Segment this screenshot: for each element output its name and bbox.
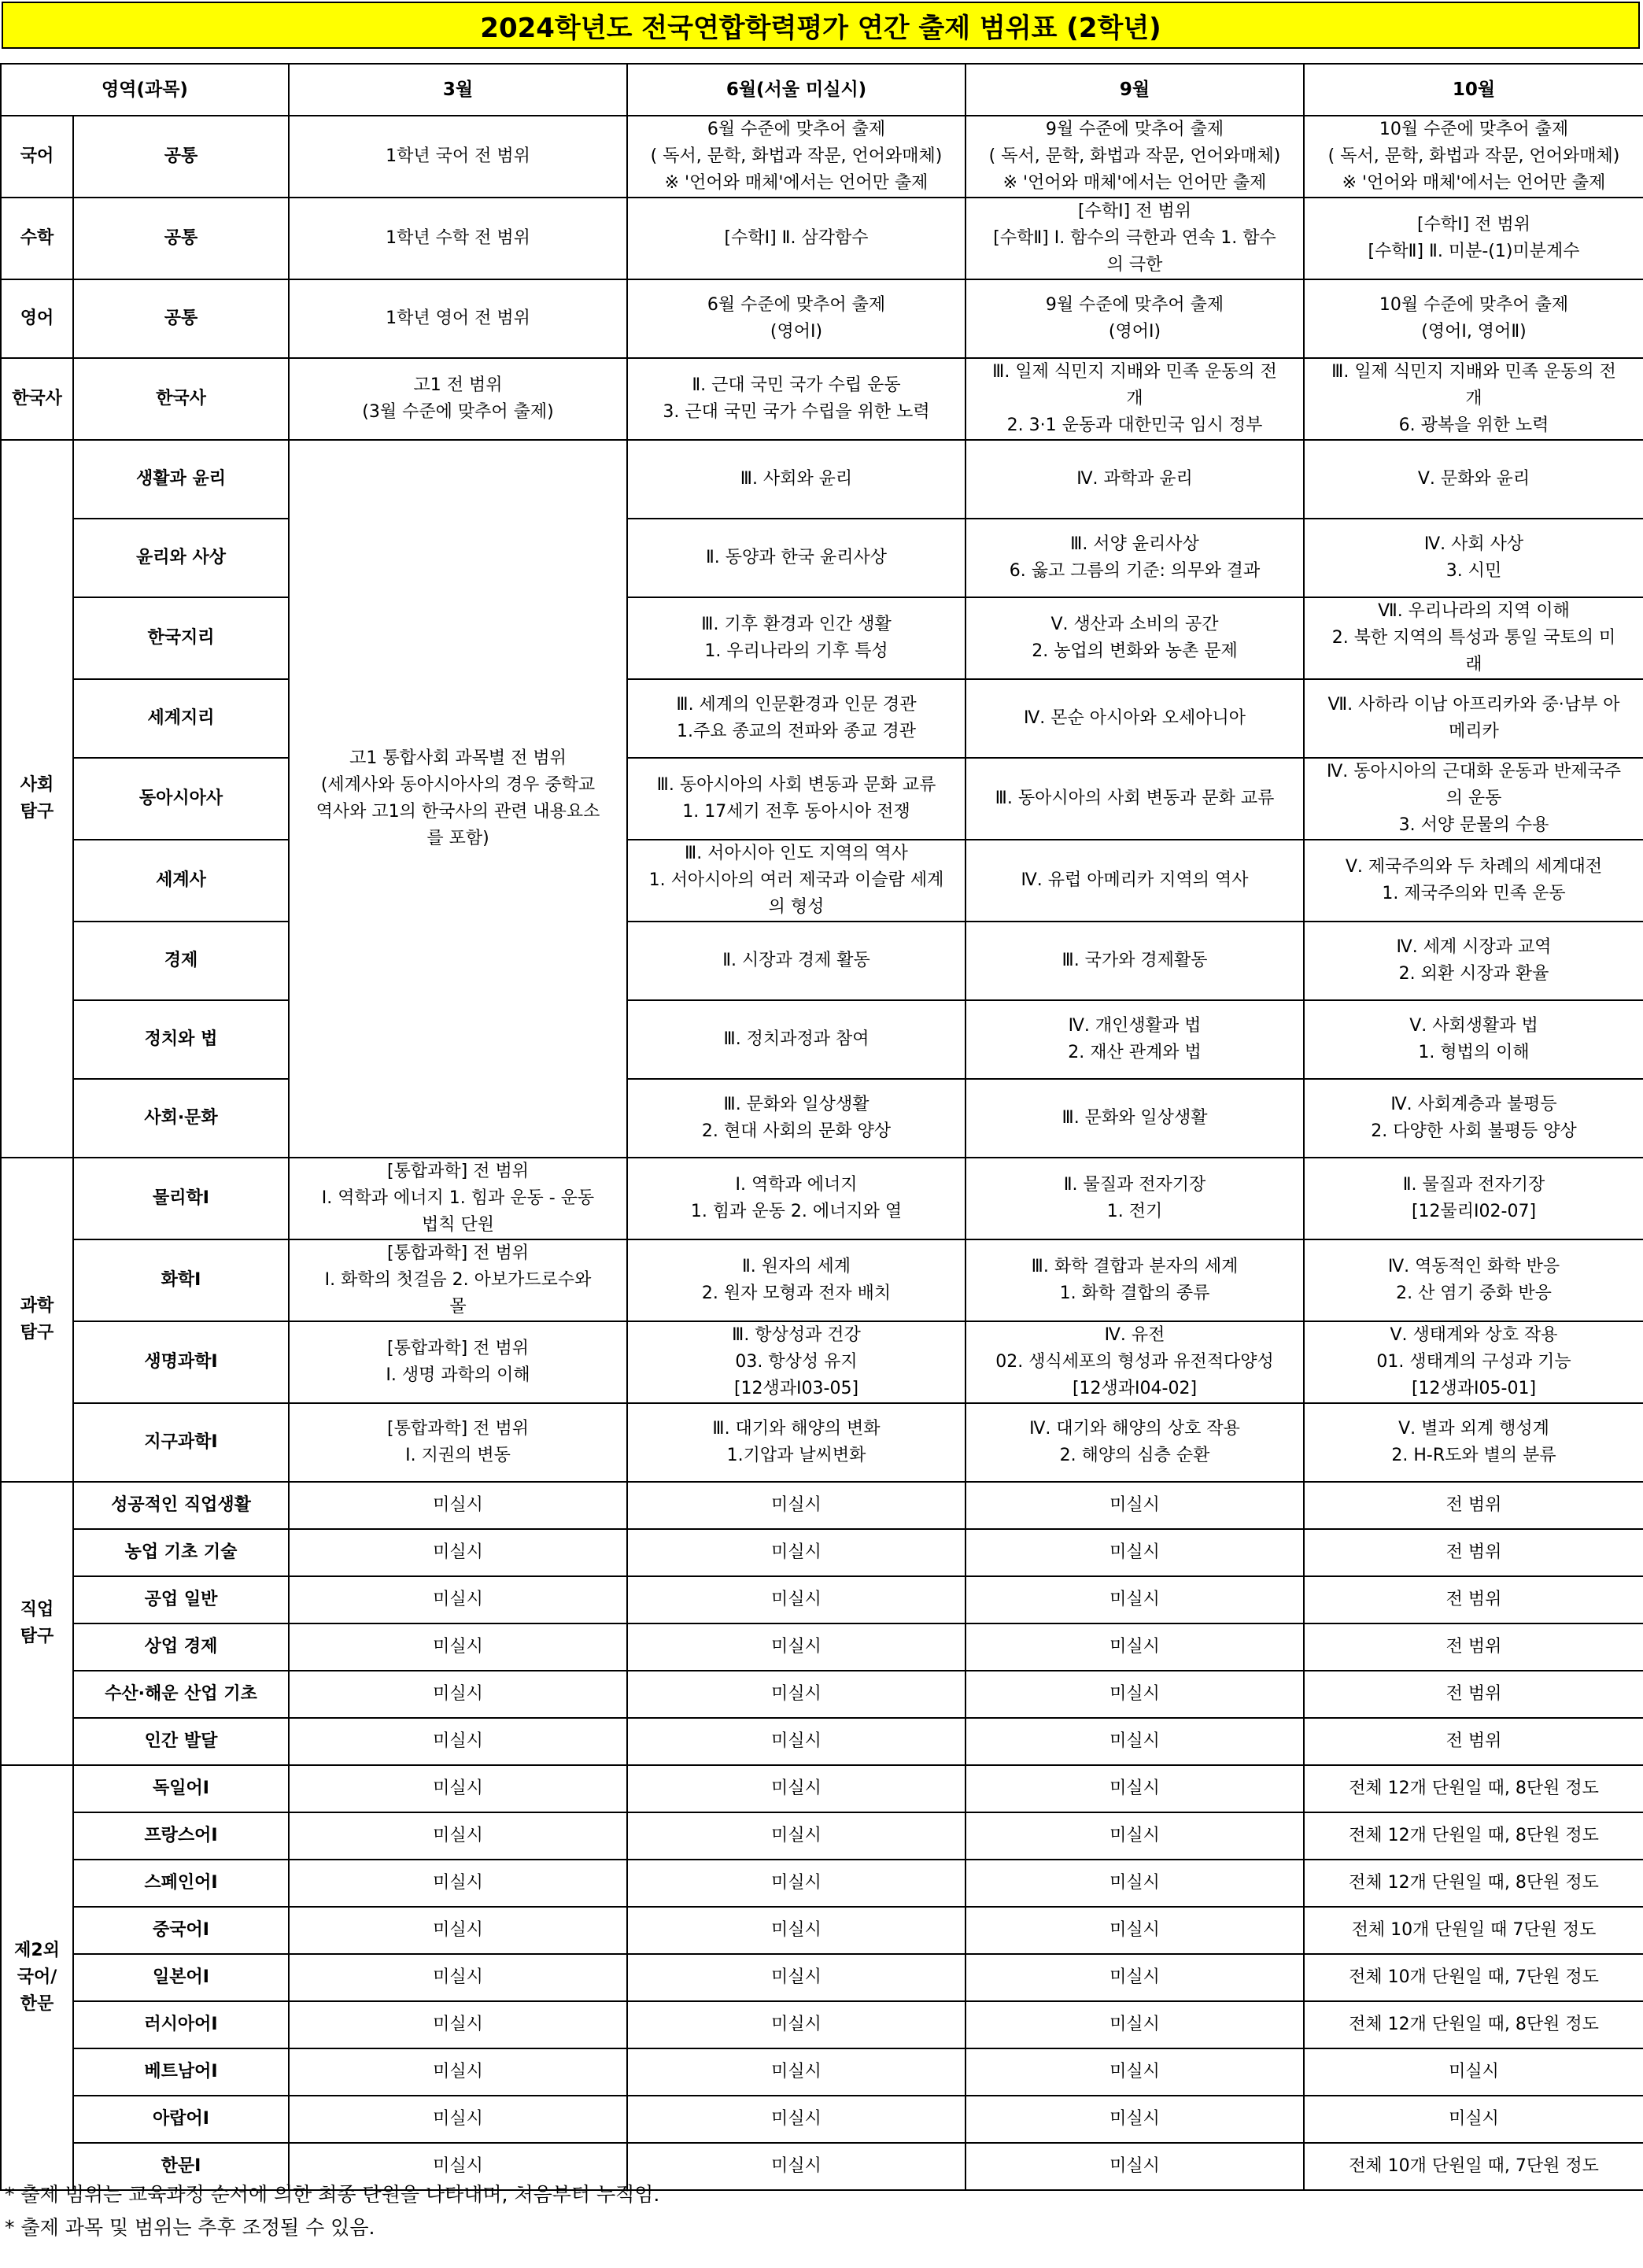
scope-september: 미실시 [965,1954,1304,2001]
scope-october: Ⅴ. 생태계와 상호 작용 01. 생태계의 구성과 기능 [12생과Ⅰ05-01] [1304,1321,1643,1403]
table-row [1,1321,1643,1403]
subject-label: 윤리와 사상 [73,519,289,597]
scope-october: Ⅶ. 사하라 이남 아프리카와 중·남부 아 메리카 [1304,679,1643,758]
subject-label: 수산·해운 산업 기초 [73,1671,289,1718]
scope-september: 미실시 [965,2096,1304,2143]
scope-october: 전체 12개 단원일 때, 8단원 정도 [1304,1765,1643,1812]
scope-october: 전체 12개 단원일 때, 8단원 정도 [1304,2001,1643,2048]
scope-march: 1학년 영어 전 범위 [289,279,627,358]
scope-march: 1학년 수학 전 범위 [289,198,627,279]
scope-june: Ⅲ. 서아시아 인도 지역의 역사 1. 서아시아의 여러 제국과 이슬람 세계 의 형성 [627,840,965,922]
subject-label: 한국사 [73,358,289,440]
scope-march: 미실시 [289,2143,627,2190]
table-row [1,840,1643,922]
scope-september: 미실시 [965,1671,1304,1718]
scope-june: Ⅲ. 기후 환경과 인간 생활 1. 우리나라의 기후 특성 [627,597,965,679]
header-june: 6월(서울 미실시) [627,64,965,116]
subject-label: 생활과 윤리 [73,440,289,519]
subject-label: 물리학Ⅰ [73,1158,289,1239]
table-row [1,358,1643,440]
scope-september: Ⅴ. 생산과 소비의 공간 2. 농업의 변화와 농촌 문제 [965,597,1304,679]
table-row [1,2096,1643,2143]
table-row [1,1907,1643,1954]
subject-label: 프랑스어Ⅰ [73,1812,289,1860]
scope-march: 미실시 [289,1954,627,2001]
table-row [1,1812,1643,1860]
scope-october: Ⅳ. 세계 시장과 교역 2. 외환 시장과 환율 [1304,922,1643,1000]
scope-june: 미실시 [627,2143,965,2190]
scope-march: 미실시 [289,2048,627,2096]
scope-june: 미실시 [627,1765,965,1812]
scope-june: 6월 수준에 맞추어 출제 (영어Ⅰ) [627,279,965,358]
scope-june: Ⅲ. 동아시아의 사회 변동과 문화 교류 1. 17세기 전후 동아시아 전쟁 [627,758,965,840]
footnotes [5,2178,1626,2244]
scope-october: Ⅶ. 우리나라의 지역 이해 2. 북한 지역의 특성과 통일 국토의 미 래 [1304,597,1643,679]
subject-label: 인간 발달 [73,1718,289,1765]
subject-label: 성공적인 직업생활 [73,1482,289,1529]
footnote: * 출제 범위는 교육과정 순서에 의한 최종 단원을 나타내며, 처음부터 누적임. [5,2183,660,2206]
scope-october: Ⅳ. 동아시아의 근대화 운동과 반제국주 의 운동 3. 서양 문물의 수용 [1304,758,1643,840]
scope-march: 미실시 [289,1765,627,1812]
scope-june: 미실시 [627,1812,965,1860]
scope-september: 미실시 [965,2048,1304,2096]
header-area: 영역(과목) [1,64,289,116]
scope-october: 미실시 [1304,2096,1643,2143]
scope-june: 미실시 [627,1718,965,1765]
page-title: 2024학년도 전국연합학력평가 연간 출제 범위표 (2학년) [2,2,1640,49]
subject-label: 사회·문화 [73,1079,289,1158]
table-row [1,758,1643,840]
scope-september: 미실시 [965,1812,1304,1860]
scope-march: 미실시 [289,1482,627,1529]
table-row [1,1576,1643,1623]
scope-october: Ⅴ. 제국주의와 두 차례의 세계대전 1. 제국주의와 민족 운동 [1304,840,1643,922]
scope-october: [수학Ⅰ] 전 범위 [수학Ⅱ] Ⅱ. 미분-(1)미분계수 [1304,198,1643,279]
scope-september: Ⅲ. 서양 윤리사상 6. 옳고 그름의 기준: 의무와 결과 [965,519,1304,597]
scope-june: 미실시 [627,1860,965,1907]
subject-label: 정치와 법 [73,1000,289,1079]
subject-label: 아랍어Ⅰ [73,2096,289,2143]
table-row [1,279,1643,358]
scope-september: 미실시 [965,2001,1304,2048]
scope-october: 전 범위 [1304,1529,1643,1576]
table-row [1,1482,1643,1529]
scope-september: [수학Ⅰ] 전 범위 [수학Ⅱ] Ⅰ. 함수의 극한과 연속 1. 함수 의 극한 [965,198,1304,279]
scope-october: 미실시 [1304,2048,1643,2096]
table-row [1,1529,1643,1576]
scope-june: Ⅲ. 세계의 인문환경과 인문 경관 1.주요 종교의 전파와 종교 경관 [627,679,965,758]
scope-september: 9월 수준에 맞추어 출제 (영어Ⅰ) [965,279,1304,358]
exam-scope-table [0,63,1643,2191]
table-row [1,597,1643,679]
subject-label: 공업 일반 [73,1576,289,1623]
scope-june: 6월 수준에 맞추어 출제 ( 독서, 문학, 화법과 작문, 언어와매체) ※ '언어와 매체'에서는 언어만 출제 [627,116,965,198]
area-label: 한국사 [1,358,73,440]
scope-october: 전 범위 [1304,1482,1643,1529]
scope-september: Ⅲ. 화학 결합과 분자의 세계 1. 화학 결합의 종류 [965,1239,1304,1321]
scope-march: 미실시 [289,1718,627,1765]
table-row [1,1718,1643,1765]
scope-october: 전 범위 [1304,1576,1643,1623]
scope-march: 미실시 [289,1576,627,1623]
area-label: 영어 [1,279,73,358]
scope-september: Ⅲ. 국가와 경제활동 [965,922,1304,1000]
scope-september: 미실시 [965,1718,1304,1765]
scope-march: 1학년 국어 전 범위 [289,116,627,198]
table-row [1,1000,1643,1079]
scope-june: Ⅱ. 원자의 세계 2. 원자 모형과 전자 배치 [627,1239,965,1321]
table-row [1,1860,1643,1907]
scope-october: 전체 10개 단원일 때 7단원 정도 [1304,1907,1643,1954]
scope-september: Ⅳ. 유전 02. 생식세포의 형성과 유전적다양성 [12생과Ⅰ04-02] [965,1321,1304,1403]
subject-label: 베트남어Ⅰ [73,2048,289,2096]
scope-june: Ⅲ. 문화와 일상생활 2. 현대 사회의 문화 양상 [627,1079,965,1158]
subject-label: 세계사 [73,840,289,922]
footnote: * 출제 과목 및 범위는 추후 조정될 수 있음. [5,2216,375,2239]
scope-march: [통합과학] 전 범위 Ⅰ. 지권의 변동 [289,1403,627,1482]
scope-june: 미실시 [627,2048,965,2096]
scope-october: 전체 10개 단원일 때, 7단원 정도 [1304,1954,1643,2001]
scope-june: Ⅲ. 대기와 해양의 변화 1.기압과 날씨변화 [627,1403,965,1482]
subject-label: 동아시아사 [73,758,289,840]
scope-june: Ⅲ. 사회와 윤리 [627,440,965,519]
subject-label: 세계지리 [73,679,289,758]
area-label: 사회 탐구 [1,440,73,1158]
table-row [1,1954,1643,2001]
area-label: 직업 탐구 [1,1482,73,1765]
scope-october: 전체 12개 단원일 때, 8단원 정도 [1304,1812,1643,1860]
scope-september: 9월 수준에 맞추어 출제 ( 독서, 문학, 화법과 작문, 언어와매체) ※ '언어와 매체'에서는 언어만 출제 [965,116,1304,198]
scope-june: Ⅱ. 시장과 경제 활동 [627,922,965,1000]
scope-june: Ⅱ. 근대 국민 국가 수립 운동 3. 근대 국민 국가 수립을 위한 노력 [627,358,965,440]
scope-october: Ⅴ. 문화와 윤리 [1304,440,1643,519]
table-row [1,1765,1643,1812]
subject-label: 경제 [73,922,289,1000]
table-row [1,1403,1643,1482]
subject-label: 농업 기초 기술 [73,1529,289,1576]
scope-june: 미실시 [627,1529,965,1576]
subject-label: 공통 [73,116,289,198]
scope-september: 미실시 [965,1482,1304,1529]
scope-june: 미실시 [627,1623,965,1671]
table-row [1,922,1643,1000]
scope-september: Ⅲ. 문화와 일상생활 [965,1079,1304,1158]
scope-september: 미실시 [965,1860,1304,1907]
scope-october: 10월 수준에 맞추어 출제 ( 독서, 문학, 화법과 작문, 언어와매체) ※ '언어와 매체'에서는 언어만 출제 [1304,116,1643,198]
subject-label: 일본어Ⅰ [73,1954,289,2001]
scope-october: Ⅱ. 물질과 전자기장 [12물리Ⅰ02-07] [1304,1158,1643,1239]
scope-june: 미실시 [627,1954,965,2001]
scope-september: Ⅳ. 대기와 해양의 상호 작용 2. 해양의 심층 순환 [965,1403,1304,1482]
subject-label: 러시아어Ⅰ [73,2001,289,2048]
scope-september: Ⅳ. 몬순 아시아와 오세아니아 [965,679,1304,758]
scope-march: 미실시 [289,1860,627,1907]
scope-june: 미실시 [627,1907,965,1954]
table-row [1,519,1643,597]
scope-june: Ⅲ. 정치과정과 참여 [627,1000,965,1079]
table-row [1,1671,1643,1718]
subject-label: 공통 [73,198,289,279]
area-label: 제2외 국어/ 한문 [1,1765,73,2190]
scope-october: Ⅳ. 사회 사상 3. 시민 [1304,519,1643,597]
header-october: 10월 [1304,64,1643,116]
scope-march: 미실시 [289,1812,627,1860]
subject-label: 화학Ⅰ [73,1239,289,1321]
scope-march: 미실시 [289,1529,627,1576]
scope-september: Ⅲ. 동아시아의 사회 변동과 문화 교류 [965,758,1304,840]
scope-march: 고1 통합사회 과목별 전 범위 (세계사와 동아시아사의 경우 중학교 역사와 고1의 한국사의 관련 내용요소 를 포함) [289,440,627,1158]
scope-march: [통합과학] 전 범위 Ⅰ. 화학의 첫걸음 2. 아보가드로수와 몰 [289,1239,627,1321]
scope-june: 미실시 [627,2096,965,2143]
table-header-row [1,64,1643,116]
scope-march: 고1 전 범위 (3월 수준에 맞추어 출제) [289,358,627,440]
area-label: 국어 [1,116,73,198]
scope-march: 미실시 [289,1671,627,1718]
scope-october: 전 범위 [1304,1671,1643,1718]
table-row [1,2048,1643,2096]
scope-june: 미실시 [627,2001,965,2048]
scope-march: [통합과학] 전 범위 Ⅰ. 역학과 에너지 1. 힘과 운동 - 운동 법칙 단원 [289,1158,627,1239]
scope-october: Ⅳ. 사회계층과 불평등 2. 다양한 사회 불평등 양상 [1304,1079,1643,1158]
table-row [1,116,1643,198]
scope-september: 미실시 [965,1576,1304,1623]
scope-september: Ⅳ. 과학과 윤리 [965,440,1304,519]
table-row [1,440,1643,519]
scope-october: 전체 12개 단원일 때, 8단원 정도 [1304,1860,1643,1907]
scope-september: Ⅲ. 일제 식민지 지배와 민족 운동의 전 개 2. 3·1 운동과 대한민국 임시 정부 [965,358,1304,440]
scope-march: 미실시 [289,2001,627,2048]
scope-june: Ⅰ. 역학과 에너지 1. 힘과 운동 2. 에너지와 열 [627,1158,965,1239]
scope-september: 미실시 [965,1623,1304,1671]
scope-october: 10월 수준에 맞추어 출제 (영어Ⅰ, 영어Ⅱ) [1304,279,1643,358]
subject-label: 스페인어Ⅰ [73,1860,289,1907]
table-row [1,679,1643,758]
scope-june: Ⅲ. 항상성과 건강 03. 항상성 유지 [12생과Ⅰ03-05] [627,1321,965,1403]
header-march: 3월 [289,64,627,116]
subject-label: 중국어Ⅰ [73,1907,289,1954]
table-row [1,1239,1643,1321]
scope-march: 미실시 [289,2096,627,2143]
table-row [1,1079,1643,1158]
scope-september: 미실시 [965,1529,1304,1576]
header-september: 9월 [965,64,1304,116]
scope-september: 미실시 [965,2143,1304,2190]
scope-june: 미실시 [627,1671,965,1718]
table-row [1,198,1643,279]
area-label: 수학 [1,198,73,279]
scope-june: 미실시 [627,1482,965,1529]
area-label: 과학 탐구 [1,1158,73,1482]
scope-september: 미실시 [965,1907,1304,1954]
subject-label: 한국지리 [73,597,289,679]
scope-march: 미실시 [289,1907,627,1954]
scope-october: Ⅳ. 역동적인 화학 반응 2. 산 염기 중화 반응 [1304,1239,1643,1321]
scope-october: 전 범위 [1304,1623,1643,1671]
scope-october: Ⅴ. 사회생활과 법 1. 형법의 이해 [1304,1000,1643,1079]
table-row [1,1158,1643,1239]
scope-september: Ⅳ. 개인생활과 법 2. 재산 관계와 법 [965,1000,1304,1079]
table-row [1,2001,1643,2048]
scope-october: Ⅲ. 일제 식민지 지배와 민족 운동의 전 개 6. 광복을 위한 노력 [1304,358,1643,440]
subject-label: 상업 경제 [73,1623,289,1671]
table-row [1,1623,1643,1671]
scope-october: Ⅴ. 별과 외계 행성계 2. H-R도와 별의 분류 [1304,1403,1643,1482]
scope-september: Ⅱ. 물질과 전자기장 1. 전기 [965,1158,1304,1239]
scope-september: 미실시 [965,1765,1304,1812]
scope-june: 미실시 [627,1576,965,1623]
scope-june: Ⅱ. 동양과 한국 윤리사상 [627,519,965,597]
scope-june: [수학Ⅰ] Ⅱ. 삼각함수 [627,198,965,279]
scope-march: [통합과학] 전 범위 Ⅰ. 생명 과학의 이해 [289,1321,627,1403]
subject-label: 독일어Ⅰ [73,1765,289,1812]
subject-label: 생명과학Ⅰ [73,1321,289,1403]
scope-september: Ⅳ. 유럽 아메리카 지역의 역사 [965,840,1304,922]
scope-march: 미실시 [289,1623,627,1671]
scope-october: 전체 10개 단원일 때, 7단원 정도 [1304,2143,1643,2190]
subject-label: 공통 [73,279,289,358]
subject-label: 한문Ⅰ [73,2143,289,2190]
scope-october: 전 범위 [1304,1718,1643,1765]
subject-label: 지구과학Ⅰ [73,1403,289,1482]
